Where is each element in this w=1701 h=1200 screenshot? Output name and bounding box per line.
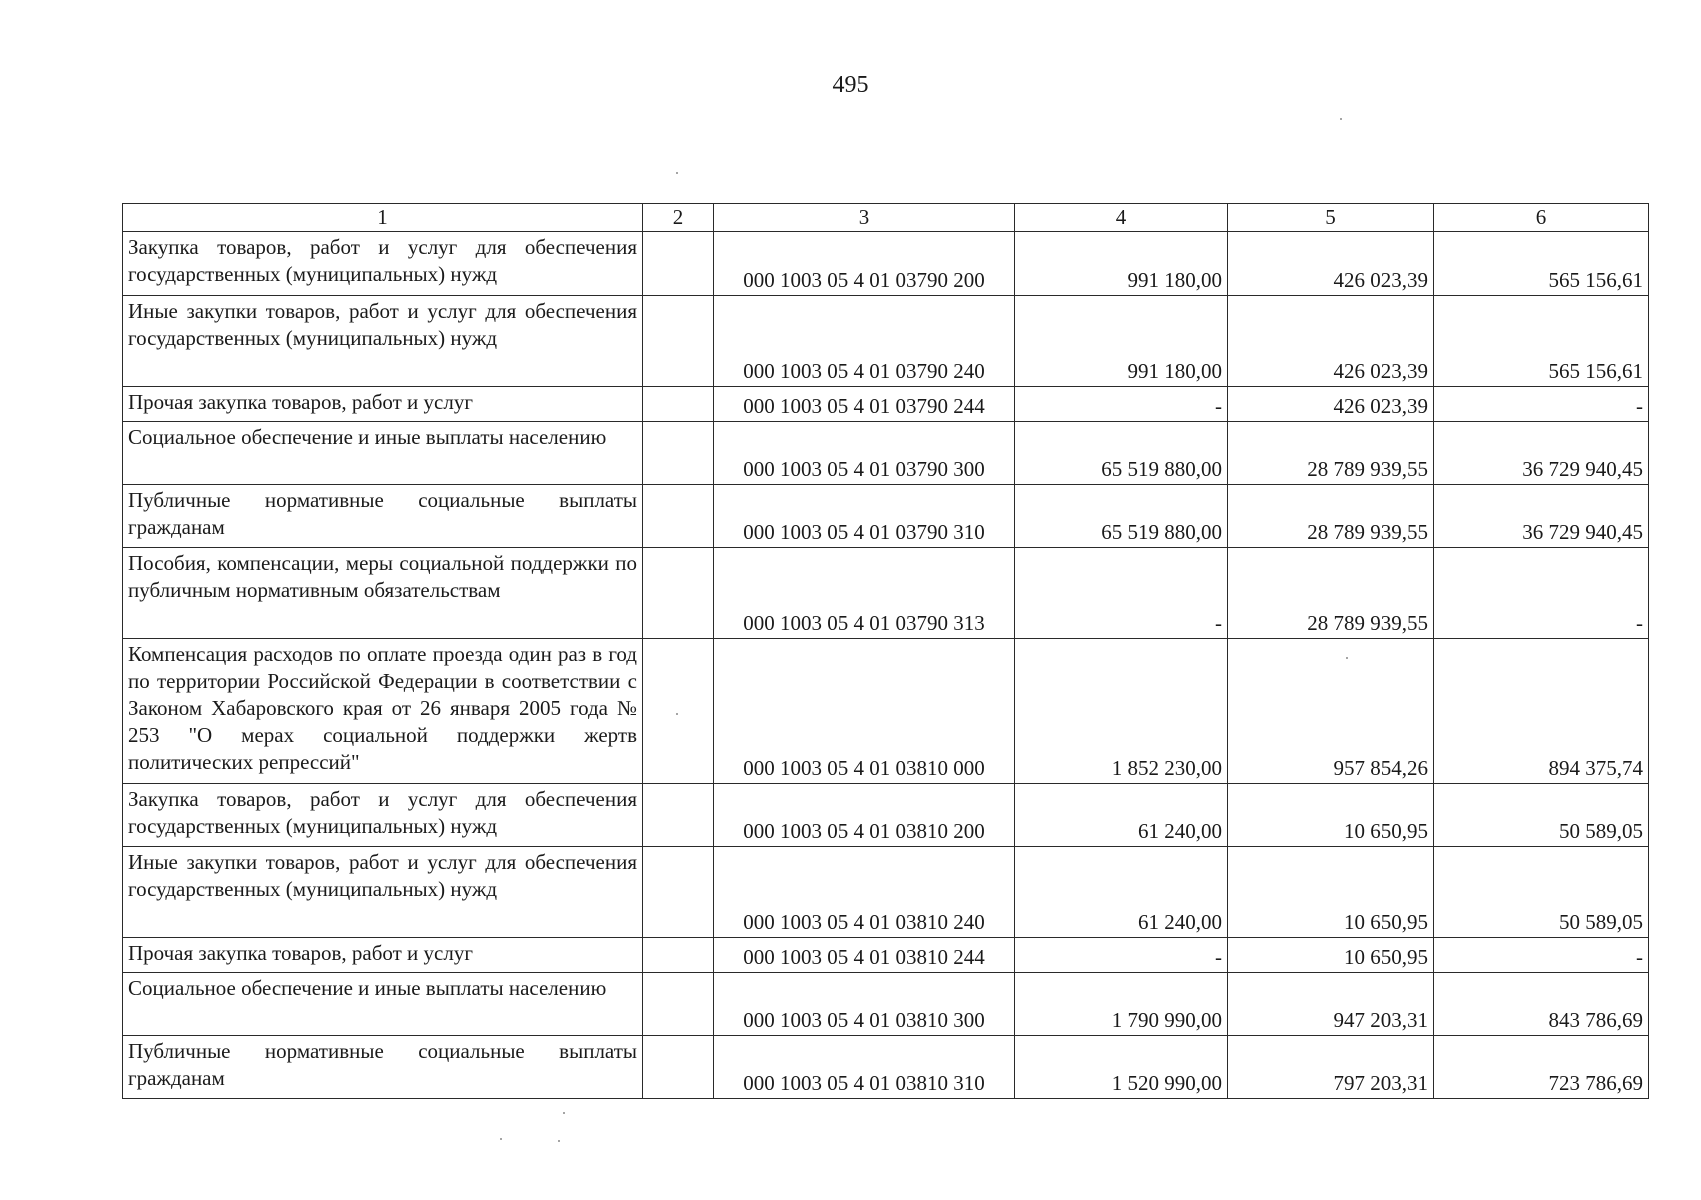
row-code: 000 1003 05 4 01 03790 200: [714, 232, 1015, 296]
row-code: 000 1003 05 4 01 03810 200: [714, 784, 1015, 847]
row-value-col6: 50 589,05: [1434, 784, 1649, 847]
row-value-col6: -: [1434, 387, 1649, 422]
row-value-col5: 10 650,95: [1228, 847, 1434, 938]
row-col2: [643, 548, 714, 639]
row-value-col5: 797 203,31: [1228, 1036, 1434, 1099]
row-value-col4: 65 519 880,00: [1015, 422, 1228, 485]
row-value-col5: 28 789 939,55: [1228, 548, 1434, 639]
row-code: 000 1003 05 4 01 03790 310: [714, 485, 1015, 548]
row-code: 000 1003 05 4 01 03810 244: [714, 938, 1015, 973]
table-row: [123, 387, 1649, 422]
row-name: Пособия, компенсации, меры социальной поддержки по публичным нормативным обязательствам: [123, 548, 643, 639]
row-name: Иные закупки товаров, работ и услуг для обеспечения государственных (муниципальных) нужд: [123, 296, 643, 387]
row-value-col4: 991 180,00: [1015, 296, 1228, 387]
row-code: 000 1003 05 4 01 03810 000: [714, 639, 1015, 784]
row-name: Иные закупки товаров, работ и услуг для обеспечения государственных (муниципальных) нужд: [123, 847, 643, 938]
row-name: Прочая закупка товаров, работ и услуг: [123, 938, 643, 973]
row-value-col4: 61 240,00: [1015, 784, 1228, 847]
row-value-col5: 10 650,95: [1228, 938, 1434, 973]
table-row: [123, 1036, 1649, 1099]
column-header-2: 2: [643, 204, 714, 232]
scan-speck: [558, 1140, 560, 1142]
row-value-col4: 1 520 990,00: [1015, 1036, 1228, 1099]
row-col2: [643, 232, 714, 296]
row-name: Публичные нормативные социальные выплаты гражданам: [123, 1036, 643, 1099]
scan-speck: [563, 1112, 565, 1114]
row-value-col5: 426 023,39: [1228, 232, 1434, 296]
row-value-col6: 50 589,05: [1434, 847, 1649, 938]
table-row: [123, 422, 1649, 485]
scan-speck: [1346, 657, 1348, 659]
row-value-col6: -: [1434, 548, 1649, 639]
table-row: [123, 485, 1649, 548]
row-col2: [643, 938, 714, 973]
row-value-col6: 894 375,74: [1434, 639, 1649, 784]
row-value-col4: 1 852 230,00: [1015, 639, 1228, 784]
row-value-col6: -: [1434, 938, 1649, 973]
table-row: [123, 548, 1649, 639]
scan-speck: [1340, 118, 1342, 120]
row-value-col6: 36 729 940,45: [1434, 485, 1649, 548]
row-name: Социальное обеспечение и иные выплаты населению: [123, 973, 643, 1036]
row-code: 000 1003 05 4 01 03790 244: [714, 387, 1015, 422]
row-name: Социальное обеспечение и иные выплаты населению: [123, 422, 643, 485]
row-value-col6: 36 729 940,45: [1434, 422, 1649, 485]
table-header-row: [123, 204, 1649, 232]
row-col2: [643, 485, 714, 548]
row-col2: [643, 387, 714, 422]
row-value-col6: 723 786,69: [1434, 1036, 1649, 1099]
row-value-col6: 843 786,69: [1434, 973, 1649, 1036]
scan-speck: [676, 713, 678, 715]
row-value-col4: 65 519 880,00: [1015, 485, 1228, 548]
row-value-col6: 565 156,61: [1434, 232, 1649, 296]
row-code: 000 1003 05 4 01 03810 240: [714, 847, 1015, 938]
row-value-col5: 947 203,31: [1228, 973, 1434, 1036]
row-code: 000 1003 05 4 01 03790 300: [714, 422, 1015, 485]
page-number: 495: [832, 72, 869, 98]
table-row: [123, 973, 1649, 1036]
row-value-col4: -: [1015, 548, 1228, 639]
row-col2: [643, 422, 714, 485]
column-header-4: 4: [1015, 204, 1228, 232]
row-value-col5: 28 789 939,55: [1228, 485, 1434, 548]
row-col2: [643, 847, 714, 938]
column-header-5: 5: [1228, 204, 1434, 232]
table-row: [123, 639, 1649, 784]
row-value-col4: 1 790 990,00: [1015, 973, 1228, 1036]
row-value-col5: 10 650,95: [1228, 784, 1434, 847]
row-value-col4: -: [1015, 938, 1228, 973]
column-header-3: 3: [714, 204, 1015, 232]
row-code: 000 1003 05 4 01 03790 240: [714, 296, 1015, 387]
table-row: [123, 232, 1649, 296]
table-row: [123, 847, 1649, 938]
row-name: Компенсация расходов по оплате проезда один раз в год по территории Российской Федерации в соответствии с Законом Хабаровского края от 26 января 2005 года № 253 "О мерах социальной поддержки жертв политических репрессий": [123, 639, 643, 784]
row-value-col4: 61 240,00: [1015, 847, 1228, 938]
row-code: 000 1003 05 4 01 03810 310: [714, 1036, 1015, 1099]
row-value-col5: 426 023,39: [1228, 296, 1434, 387]
column-header-6: 6: [1434, 204, 1649, 232]
row-col2: [643, 973, 714, 1036]
table-row: [123, 296, 1649, 387]
row-name: Публичные нормативные социальные выплаты гражданам: [123, 485, 643, 548]
table-row: [123, 784, 1649, 847]
row-col2: [643, 639, 714, 784]
row-code: 000 1003 05 4 01 03810 300: [714, 973, 1015, 1036]
row-col2: [643, 1036, 714, 1099]
row-name: Закупка товаров, работ и услуг для обеспечения государственных (муниципальных) нужд: [123, 232, 643, 296]
row-name: Прочая закупка товаров, работ и услуг: [123, 387, 643, 422]
row-col2: [643, 784, 714, 847]
row-value-col6: 565 156,61: [1434, 296, 1649, 387]
scan-speck: [676, 172, 678, 174]
column-header-1: 1: [123, 204, 643, 232]
budget-execution-table: [122, 203, 1649, 1099]
row-value-col5: 28 789 939,55: [1228, 422, 1434, 485]
row-value-col4: 991 180,00: [1015, 232, 1228, 296]
table-row: [123, 938, 1649, 973]
row-col2: [643, 296, 714, 387]
row-value-col4: -: [1015, 387, 1228, 422]
row-value-col5: 426 023,39: [1228, 387, 1434, 422]
row-name: Закупка товаров, работ и услуг для обеспечения государственных (муниципальных) нужд: [123, 784, 643, 847]
scan-speck: [500, 1138, 502, 1140]
row-value-col5: 957 854,26: [1228, 639, 1434, 784]
row-code: 000 1003 05 4 01 03790 313: [714, 548, 1015, 639]
